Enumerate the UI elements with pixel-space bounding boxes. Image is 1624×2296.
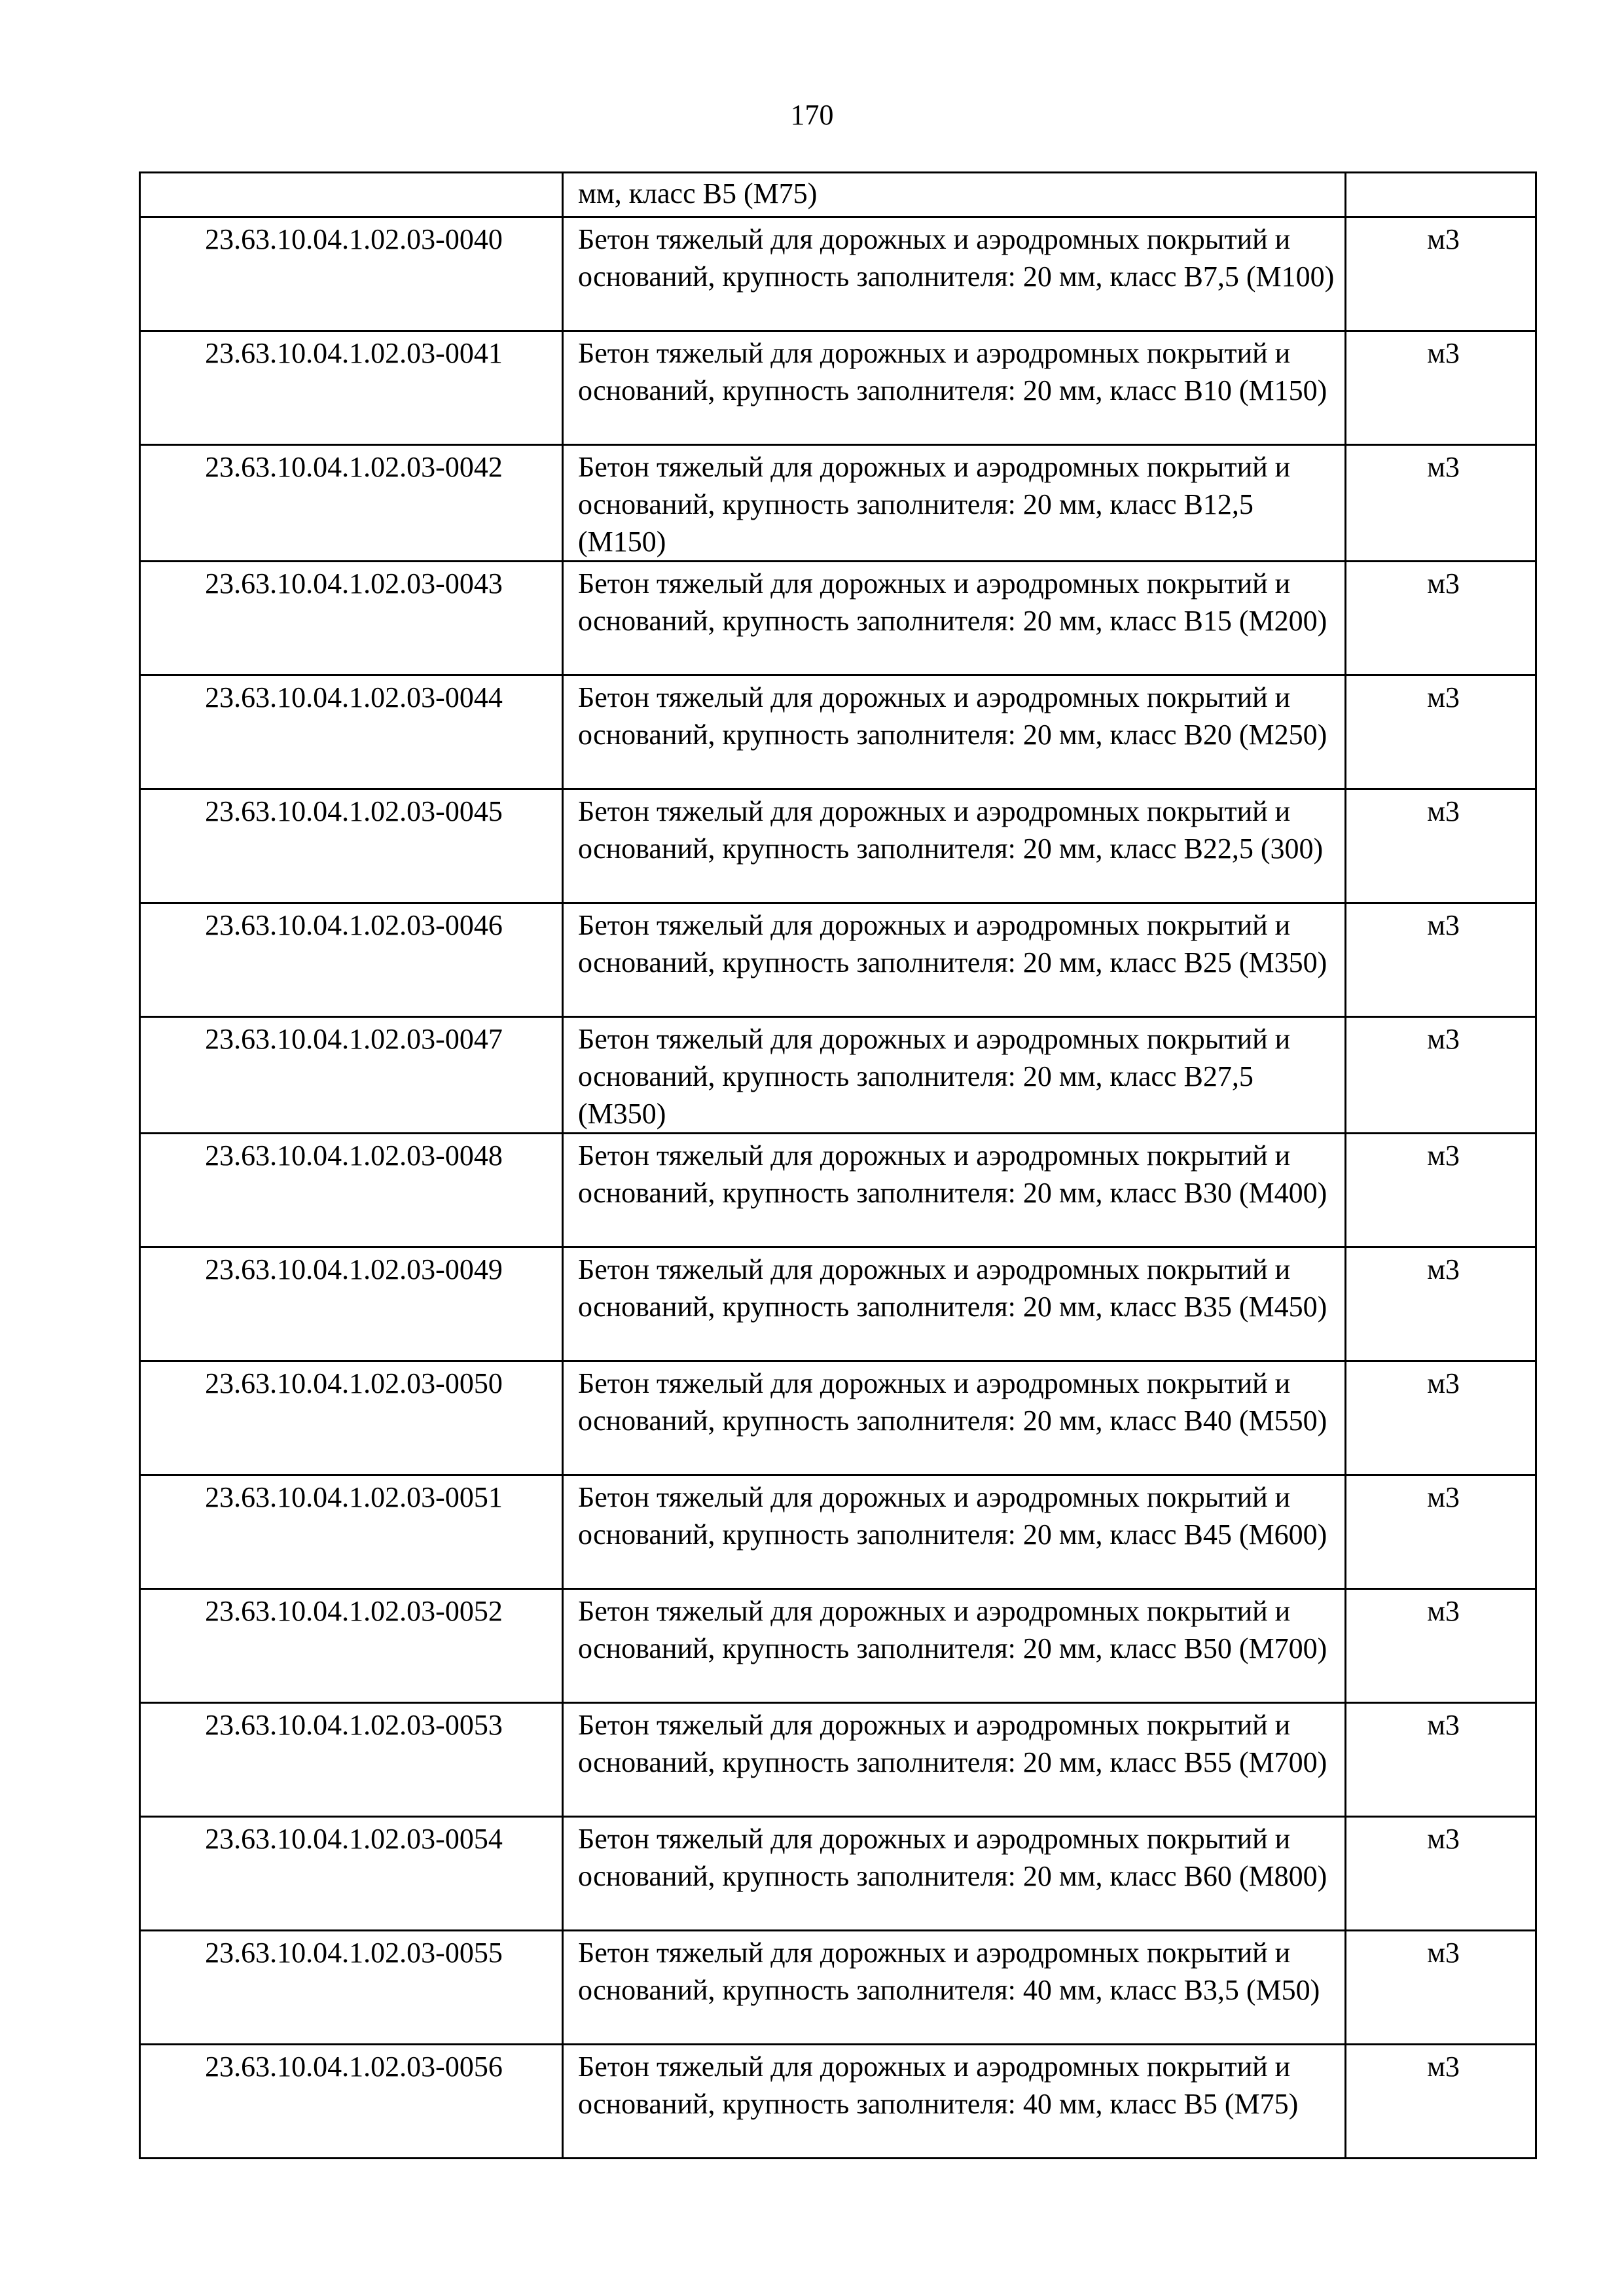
- unit-cell: м3: [1346, 217, 1536, 331]
- resource-name-cell: Бетон тяжелый для дорожных и аэродромных покрытий и оснований, крупность заполнителя: 20 мм, класс В25 (М350): [563, 903, 1346, 1017]
- table-row-continuation: [140, 173, 1536, 217]
- table-body: [140, 173, 1536, 2159]
- resource-name-cell: Бетон тяжелый для дорожных и аэродромных покрытий и оснований, крупность заполнителя: 20 мм, класс В50 (М700): [563, 1589, 1346, 1703]
- table-row: [140, 675, 1536, 789]
- unit-cell: м3: [1346, 1247, 1536, 1361]
- resource-code-cell: 23.63.10.04.1.02.03-0045: [140, 789, 563, 903]
- unit-cell: м3: [1346, 1589, 1536, 1703]
- unit-cell: м3: [1346, 675, 1536, 789]
- unit-cell: [1346, 173, 1536, 217]
- table-row: [140, 1017, 1536, 1134]
- table-row: [140, 1361, 1536, 1475]
- table-row: [140, 562, 1536, 675]
- resource-name-cell: Бетон тяжелый для дорожных и аэродромных покрытий и оснований, крупность заполнителя: 20 мм, класс В15 (М200): [563, 562, 1346, 675]
- resource-code-cell: 23.63.10.04.1.02.03-0049: [140, 1247, 563, 1361]
- resource-code-cell: 23.63.10.04.1.02.03-0043: [140, 562, 563, 675]
- unit-cell: м3: [1346, 445, 1536, 562]
- unit-cell: м3: [1346, 331, 1536, 445]
- table-row: [140, 903, 1536, 1017]
- resource-name-cell: Бетон тяжелый для дорожных и аэродромных покрытий и оснований, крупность заполнителя: 40 мм, класс В5 (М75): [563, 2045, 1346, 2159]
- table-row: [140, 789, 1536, 903]
- unit-cell: м3: [1346, 1361, 1536, 1475]
- unit-cell: м3: [1346, 1475, 1536, 1589]
- resource-name-cell: Бетон тяжелый для дорожных и аэродромных покрытий и оснований, крупность заполнителя: 20 мм, класс В35 (М450): [563, 1247, 1346, 1361]
- resource-name-cell: Бетон тяжелый для дорожных и аэродромных покрытий и оснований, крупность заполнителя: 40 мм, класс В3,5 (М50): [563, 1931, 1346, 2045]
- resource-code-cell: 23.63.10.04.1.02.03-0052: [140, 1589, 563, 1703]
- resource-code-cell: 23.63.10.04.1.02.03-0047: [140, 1017, 563, 1134]
- resource-name-cell: Бетон тяжелый для дорожных и аэродромных покрытий и оснований, крупность заполнителя: 20 мм, класс В10 (М150): [563, 331, 1346, 445]
- resource-name-cell: Бетон тяжелый для дорожных и аэродромных покрытий и оснований, крупность заполнителя: 20 мм, класс В60 (М800): [563, 1817, 1346, 1931]
- resource-name-cell: Бетон тяжелый для дорожных и аэродромных покрытий и оснований, крупность заполнителя: 20 мм, класс В12,5 (М150): [563, 445, 1346, 562]
- resource-name-cell: Бетон тяжелый для дорожных и аэродромных покрытий и оснований, крупность заполнителя: 20 мм, класс В45 (М600): [563, 1475, 1346, 1589]
- unit-cell: м3: [1346, 789, 1536, 903]
- unit-cell: м3: [1346, 1817, 1536, 1931]
- table-row: [140, 1703, 1536, 1817]
- resource-code-cell: 23.63.10.04.1.02.03-0041: [140, 331, 563, 445]
- resource-name-cell: Бетон тяжелый для дорожных и аэродромных покрытий и оснований, крупность заполнителя: 20 мм, класс В7,5 (М100): [563, 217, 1346, 331]
- unit-cell: м3: [1346, 562, 1536, 675]
- resource-name-cell: Бетон тяжелый для дорожных и аэродромных покрытий и оснований, крупность заполнителя: 20 мм, класс В30 (М400): [563, 1134, 1346, 1247]
- unit-cell: м3: [1346, 1017, 1536, 1134]
- table-row: [140, 1475, 1536, 1589]
- unit-cell: м3: [1346, 1134, 1536, 1247]
- resource-code-cell: 23.63.10.04.1.02.03-0055: [140, 1931, 563, 2045]
- resource-code-cell: 23.63.10.04.1.02.03-0042: [140, 445, 563, 562]
- table-row: [140, 445, 1536, 562]
- resource-name-cell: мм, класс В5 (М75): [563, 173, 1346, 217]
- resource-code-cell: 23.63.10.04.1.02.03-0040: [140, 217, 563, 331]
- resource-name-cell: Бетон тяжелый для дорожных и аэродромных покрытий и оснований, крупность заполнителя: 20 мм, класс В20 (М250): [563, 675, 1346, 789]
- resource-code-cell: 23.63.10.04.1.02.03-0051: [140, 1475, 563, 1589]
- resource-code-cell: 23.63.10.04.1.02.03-0053: [140, 1703, 563, 1817]
- resource-name-cell: Бетон тяжелый для дорожных и аэродромных покрытий и оснований, крупность заполнителя: 20 мм, класс В40 (М550): [563, 1361, 1346, 1475]
- table-row: [140, 1589, 1536, 1703]
- resource-name-cell: Бетон тяжелый для дорожных и аэродромных покрытий и оснований, крупность заполнителя: 20 мм, класс В27,5 (М350): [563, 1017, 1346, 1134]
- resource-code-cell: 23.63.10.04.1.02.03-0054: [140, 1817, 563, 1931]
- table-row: [140, 331, 1536, 445]
- table-row: [140, 1931, 1536, 2045]
- resource-code-cell: 23.63.10.04.1.02.03-0044: [140, 675, 563, 789]
- table-row: [140, 1817, 1536, 1931]
- table-row: [140, 1134, 1536, 1247]
- resource-name-cell: Бетон тяжелый для дорожных и аэродромных покрытий и оснований, крупность заполнителя: 20 мм, класс В55 (М700): [563, 1703, 1346, 1817]
- unit-cell: м3: [1346, 2045, 1536, 2159]
- table-row: [140, 2045, 1536, 2159]
- resource-code-cell: 23.63.10.04.1.02.03-0046: [140, 903, 563, 1017]
- resource-table: [139, 171, 1537, 2159]
- resource-code-cell: 23.63.10.04.1.02.03-0050: [140, 1361, 563, 1475]
- unit-cell: м3: [1346, 1703, 1536, 1817]
- resource-code-cell: 23.63.10.04.1.02.03-0048: [140, 1134, 563, 1247]
- resource-code-cell: 23.63.10.04.1.02.03-0056: [140, 2045, 563, 2159]
- unit-cell: м3: [1346, 1931, 1536, 2045]
- table-row: [140, 217, 1536, 331]
- page-number: 170: [790, 99, 834, 131]
- unit-cell: м3: [1346, 903, 1536, 1017]
- resource-name-cell: Бетон тяжелый для дорожных и аэродромных покрытий и оснований, крупность заполнителя: 20 мм, класс В22,5 (300): [563, 789, 1346, 903]
- table-row: [140, 1247, 1536, 1361]
- resource-code-cell: [140, 173, 563, 217]
